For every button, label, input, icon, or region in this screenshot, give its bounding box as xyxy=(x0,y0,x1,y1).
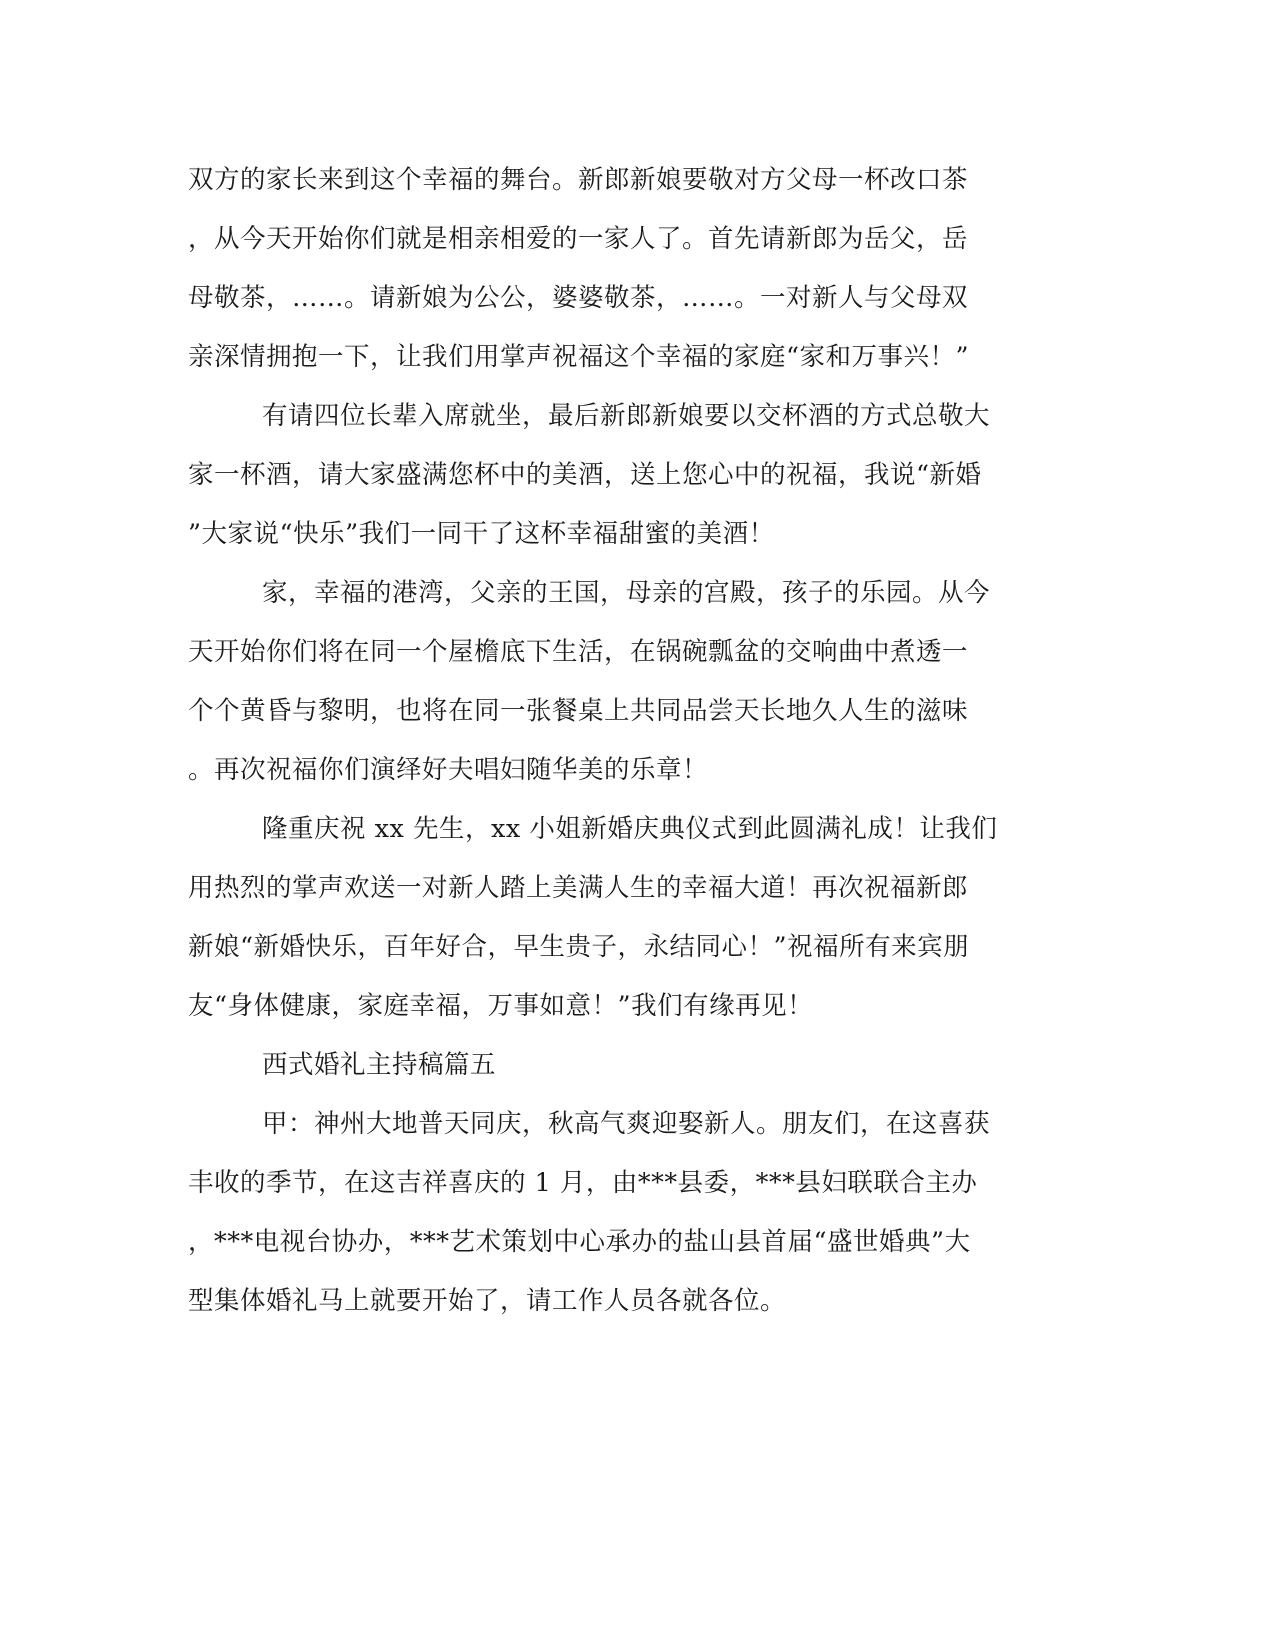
text-line: 丰收的季节，在这吉祥喜庆的 1 月，由***县委，***县妇联联合主办 xyxy=(188,1168,978,1198)
paragraph-first-line: 甲：神州大地普天同庆，秋高气爽迎娶新人。朋友们，在这喜获 xyxy=(262,1109,991,1139)
text-line: ”大家说“快乐”我们一同干了这杯幸福甜蜜的美酒！ xyxy=(188,519,775,549)
text-line: 友“身体健康，家庭幸福，万事如意！”我们有缘再见！ xyxy=(188,991,814,1021)
text-line: 亲深情拥抱一下，让我们用掌声祝福这个幸福的家庭“家和万事兴！” xyxy=(188,342,970,372)
text-line: 母敬茶，……。请新娘为公公，婆婆敬茶，……。一对新人与父母双 xyxy=(188,283,969,313)
section-heading: 西式婚礼主持稿篇五 xyxy=(262,1050,497,1080)
text-line: 新娘“新婚快乐，百年好合，早生贵子，永结同心！”祝福所有来宾朋 xyxy=(188,932,970,962)
text-line: 用热烈的掌声欢送一对新人踏上美满人生的幸福大道！再次祝福新郎 xyxy=(188,873,969,903)
text-line: 家一杯酒，请大家盛满您杯中的美酒，送上您心中的祝福，我说“新婚 xyxy=(188,460,982,490)
text-line: ，从今天开始你们就是相亲相爱的一家人了。首先请新郎为岳父，岳 xyxy=(188,224,969,254)
text-line: 。再次祝福你们演绎好夫唱妇随华美的乐章！ xyxy=(188,755,709,785)
text-line: 个个黄昏与黎明，也将在同一张餐桌上共同品尝天长地久人生的滋味 xyxy=(188,696,969,726)
paragraph-first-line: 隆重庆祝 xx 先生，xx 小姐新婚庆典仪式到此圆满礼成！让我们 xyxy=(262,814,998,844)
paragraph-first-line: 家，幸福的港湾，父亲的王国，母亲的宫殿，孩子的乐园。从今 xyxy=(262,578,991,608)
text-line: 天开始你们将在同一个屋檐底下生活，在锅碗瓢盆的交响曲中煮透一 xyxy=(188,637,969,667)
paragraph-first-line: 有请四位长辈入席就坐，最后新郎新娘要以交杯酒的方式总敬大 xyxy=(262,401,991,431)
text-line: 双方的家长来到这个幸福的舞台。新郎新娘要敬对方父母一杯改口茶 xyxy=(188,165,969,195)
text-line: 型集体婚礼马上就要开始了，请工作人员各就各位。 xyxy=(188,1286,787,1316)
text-line: ，***电视台协办，***艺术策划中心承办的盐山县首届“盛世婚典”大 xyxy=(188,1227,971,1257)
